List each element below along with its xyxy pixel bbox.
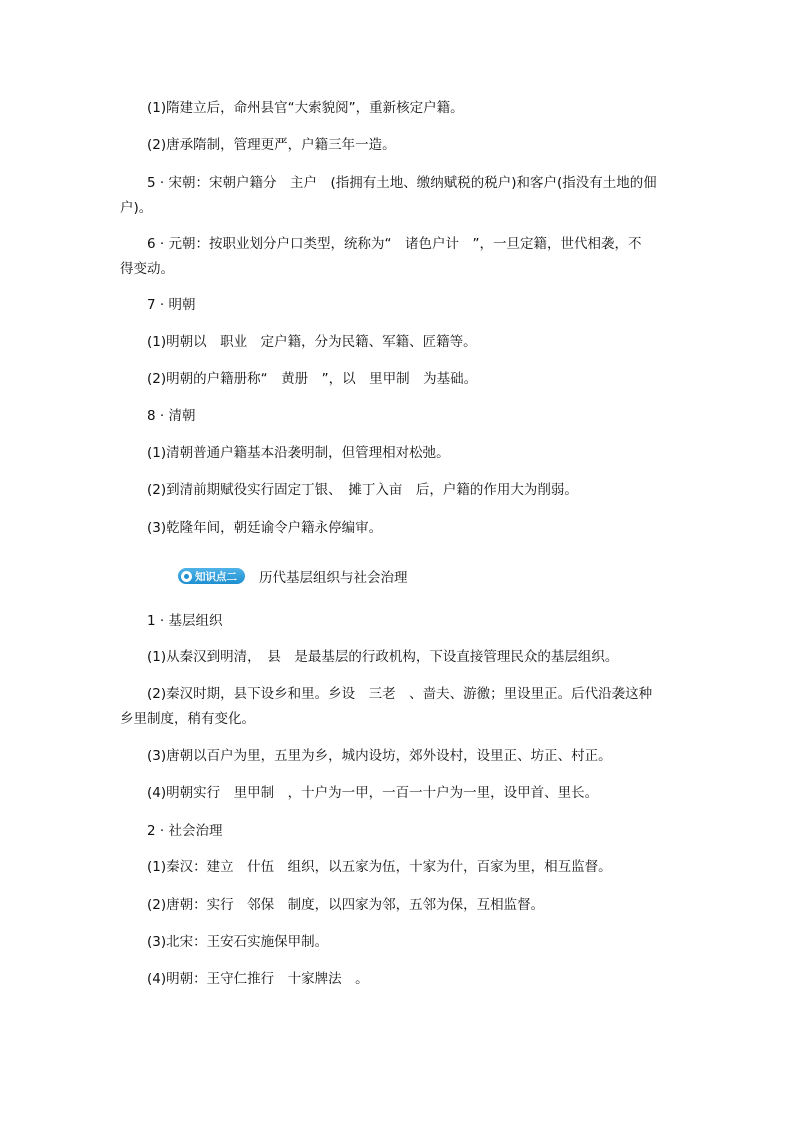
text-line: (3)北宋：王安石实施保甲制。 bbox=[147, 934, 329, 950]
text-line: (1)从秦汉到明清， 县 是最基层的行政机构，下设直接管理民众的基层组织。 bbox=[147, 649, 619, 665]
text-line: (2)唐承隋制，管理更严，户籍三年一造。 bbox=[147, 137, 396, 153]
section-header bbox=[178, 565, 408, 587]
dot-icon bbox=[181, 571, 192, 582]
heading-grassroots: 1 · 基层组织 bbox=[147, 613, 223, 629]
text-line: (2)唐朝：实行 邻保 制度，以四家为邻，五邻为保，互相监督。 bbox=[147, 897, 545, 913]
text-line: (4)明朝实行 里甲制 ，十户为一甲，一百一十户为一里，设甲首、里长。 bbox=[147, 785, 599, 801]
heading-ming: 7 · 明朝 bbox=[147, 297, 196, 313]
heading-song: 5 · 宋朝：宋朝户籍分 主户 (指拥有土地、缴纳赋税的税户)和客户(指没有土地的佃 bbox=[147, 175, 657, 191]
text-line: (1)明朝以 职业 定户籍，分为民籍、军籍、匠籍等。 bbox=[147, 334, 477, 350]
section-badge bbox=[178, 568, 245, 584]
text-line: 得变动。 bbox=[120, 261, 174, 277]
text-line: (3)乾隆年间，朝廷谕令户籍永停编审。 bbox=[147, 520, 383, 536]
text-line: (1)清朝普通户籍基本沿袭明制，但管理相对松弛。 bbox=[147, 445, 450, 461]
text-line: (2)到清前期赋役实行固定丁银、 摊丁入亩 后，户籍的作用大为削弱。 bbox=[147, 482, 578, 498]
text-line: (4)明朝：王守仁推行 十家牌法 。 bbox=[147, 971, 369, 987]
section-title: 历代基层组织与社会治理 bbox=[259, 570, 408, 586]
text-line: 户)。 bbox=[120, 200, 153, 216]
text-line: (1)秦汉：建立 什伍 组织，以五家为伍，十家为什，百家为里，相互监督。 bbox=[147, 859, 612, 875]
heading-yuan: 6 · 元朝：按职业划分户口类型，统称为“ 诸色户计 ”，一旦定籍，世代相袭，不 bbox=[147, 236, 642, 252]
text-line: (2)秦汉时期，县下设乡和里。乡设 三老 、啬夫、游徼；里设里正。后代沿袭这种 bbox=[147, 686, 653, 702]
heading-qing: 8 · 清朝 bbox=[147, 408, 196, 424]
text-line: (3)唐朝以百户为里，五里为乡，城内设坊，郊外设村，设里正、坊正、村正。 bbox=[147, 748, 612, 764]
text-line: 乡里制度，稍有变化。 bbox=[120, 711, 255, 727]
section-badge-label: 知识点二 bbox=[195, 570, 237, 583]
text-line: (2)明朝的户籍册称“ 黄册 ”，以 里甲制 为基础。 bbox=[147, 371, 478, 387]
text-line: (1)隋建立后，命州县官“大索貌阅”，重新核定户籍。 bbox=[147, 100, 464, 116]
heading-governance: 2 · 社会治理 bbox=[147, 823, 223, 839]
